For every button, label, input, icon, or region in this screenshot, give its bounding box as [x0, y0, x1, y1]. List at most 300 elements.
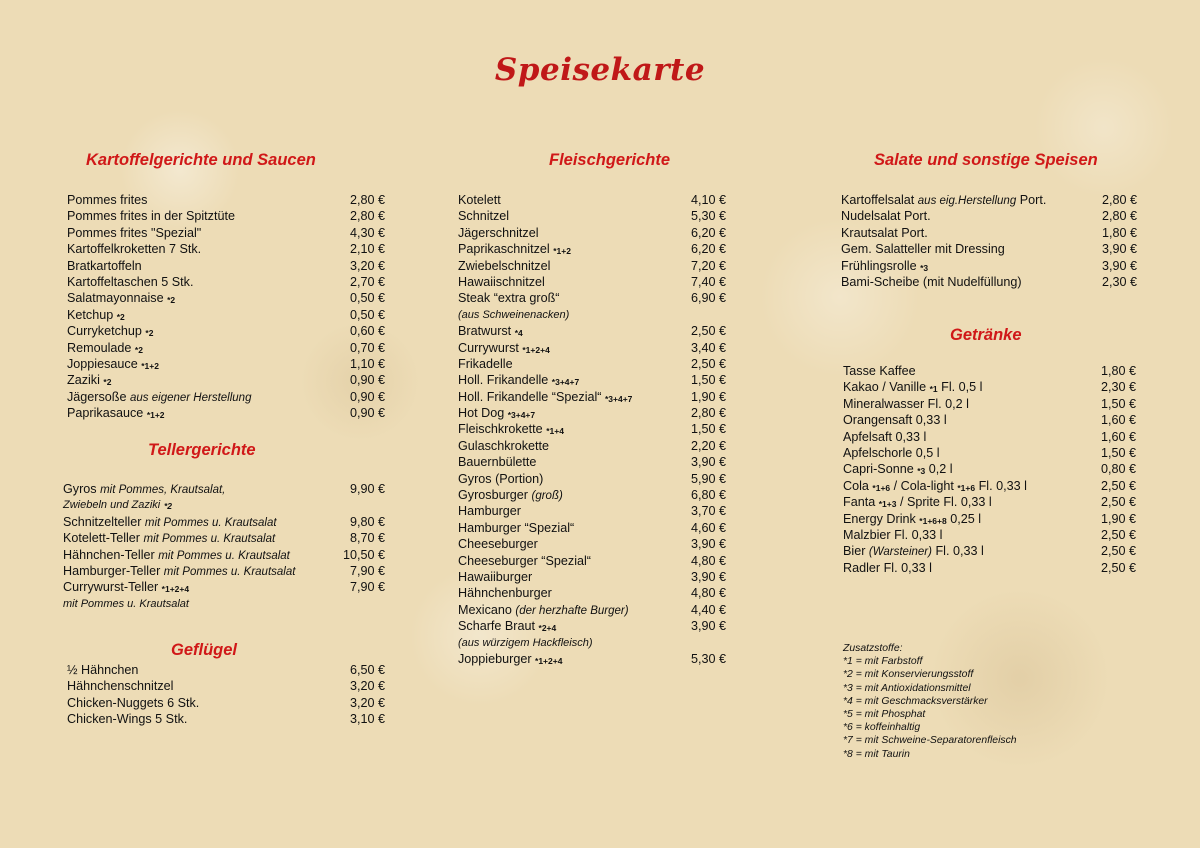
item-description: mit Pommes u. Krautsalat — [144, 516, 277, 529]
item-name: Zaziki — [67, 373, 100, 388]
menu-item — [841, 258, 1137, 274]
item-label — [63, 481, 225, 498]
item-label — [67, 225, 201, 241]
menu-item — [67, 274, 385, 290]
item-name: Salatmayonnaise — [67, 291, 164, 306]
menu-item — [458, 241, 726, 257]
item-label — [67, 290, 175, 307]
item-label — [63, 514, 277, 531]
item-price: 2,50 € — [1100, 495, 1136, 510]
item-price: 1,90 € — [690, 389, 726, 404]
item-price: 3,20 € — [349, 679, 385, 694]
menu-item — [843, 379, 1136, 395]
item-price: 2,50 € — [1100, 560, 1136, 575]
item-name: Frikadelle — [458, 356, 513, 371]
item-detail: Port. — [1016, 193, 1047, 207]
item-label — [458, 487, 563, 504]
item-detail: / Sprite Fl. 0,33 l — [896, 495, 992, 510]
item-price: 0,50 € — [349, 291, 385, 306]
item-price: 6,50 € — [349, 663, 385, 677]
item-price: 3,90 € — [690, 455, 726, 470]
item-price: 1,50 € — [1100, 445, 1136, 460]
item-name: Malzbier Fl. 0,33 l — [843, 527, 943, 542]
item-price: 5,90 € — [690, 471, 726, 486]
menu-item — [458, 340, 726, 356]
item-name: Hamburger — [458, 504, 521, 519]
item-label — [458, 569, 532, 585]
item-name: Chicken-Nuggets 6 Stk. — [67, 695, 200, 710]
additive-code: *2 — [167, 295, 176, 306]
item-label — [67, 405, 165, 422]
item-label — [67, 208, 235, 224]
item-name: Bauernbülette — [458, 455, 537, 470]
menu-item — [67, 695, 385, 711]
list-fleisch — [458, 192, 726, 667]
item-price: 2,10 € — [349, 242, 385, 257]
item-name: Hamburger-Teller — [63, 563, 161, 578]
item-name: Bratkartoffeln — [67, 258, 142, 273]
additive-entry: *8 = mit Taurin — [843, 748, 910, 760]
item-name: Cheeseburger “Spezial“ — [458, 553, 592, 568]
additive-code: *4 — [514, 328, 523, 339]
item-price: 0,50 € — [349, 307, 385, 322]
item-label — [841, 208, 931, 224]
item-price: 2,80 € — [349, 209, 385, 224]
menu-item — [843, 363, 1136, 379]
item-label — [67, 307, 125, 324]
additive-code: *1 — [929, 384, 938, 395]
item-name: Cheeseburger — [458, 537, 538, 552]
item-label — [841, 192, 1046, 209]
menu-item — [843, 396, 1136, 412]
item-price: 3,10 € — [349, 712, 385, 727]
menu-note — [458, 307, 726, 323]
item-price: 2,20 € — [690, 438, 726, 453]
item-label — [458, 618, 556, 635]
item-name: Schnitzelteller — [63, 514, 142, 529]
item-name: Currywurst-Teller — [63, 580, 159, 595]
item-name: Tasse Kaffee — [843, 364, 916, 378]
item-price: 1,80 € — [1100, 364, 1136, 378]
menu-item — [843, 461, 1136, 477]
item-price: 1,90 € — [1100, 511, 1136, 526]
item-label — [67, 695, 199, 711]
item-name: Apfelschorle 0,5 l — [843, 445, 940, 460]
item-label — [458, 241, 571, 258]
additive-code: *2 — [164, 501, 173, 512]
item-label — [63, 547, 290, 564]
additives-heading: Zusatzstoffe: — [843, 643, 903, 654]
item-name: Curryketchup — [67, 324, 142, 339]
item-name: Fleischkrokette — [458, 422, 543, 437]
item-price: 3,90 € — [1101, 242, 1137, 257]
item-name: Hähnchenburger — [458, 586, 552, 601]
item-price: 2,50 € — [1100, 478, 1136, 493]
item-name: Currywurst — [458, 340, 519, 355]
menu-item — [67, 678, 385, 694]
additive-entry: *4 = mit Geschmacksverstärker — [843, 695, 988, 707]
item-label — [458, 438, 549, 454]
menu-item — [458, 258, 726, 274]
menu-item — [843, 494, 1136, 510]
item-description: mit Pommes u. Krautsalat — [158, 549, 290, 562]
item-description: (der herzhafte Burger) — [515, 604, 629, 617]
item-name: Hähnchen-Teller — [63, 547, 155, 562]
item-price: 4,40 € — [690, 602, 726, 617]
item-detail: Fl. 0,33 l — [975, 478, 1027, 493]
heading-salate: Salate und sonstige Speisen — [874, 151, 1098, 169]
additive-entry: *6 = koffeinhaltig — [843, 722, 921, 734]
item-name: Kotelett — [458, 193, 501, 207]
additive-entry: *7 = mit Schweine-Separatorenfleisch — [843, 735, 1017, 747]
additive-entry: *3 = mit Antioxidationsmittel — [843, 682, 971, 694]
menu-item — [458, 389, 726, 405]
additive-code: *3+4+7 — [551, 377, 580, 388]
menu-item — [841, 192, 1137, 208]
item-label — [458, 290, 559, 306]
menu-item — [458, 208, 726, 224]
item-price: 4,60 € — [690, 520, 726, 535]
menu-item — [458, 274, 726, 290]
item-price: 2,80 € — [1101, 193, 1137, 207]
item-label — [458, 536, 538, 552]
menu-item — [458, 618, 726, 634]
item-price: 1,60 € — [1100, 429, 1136, 444]
additive-code: *1+6 — [872, 482, 891, 493]
item-name: Cola — [843, 478, 869, 493]
item-label — [843, 363, 916, 379]
menu-item — [67, 356, 385, 372]
item-price: 7,90 € — [349, 580, 385, 595]
menu-item — [458, 225, 726, 241]
item-price: 1,50 € — [1100, 396, 1136, 411]
item-price: 2,50 € — [1100, 544, 1136, 559]
item-name: Mexicano — [458, 602, 512, 617]
menu-item — [458, 471, 726, 487]
item-label — [458, 356, 513, 372]
item-price: 3,90 € — [690, 537, 726, 552]
item-detail: 0,25 l — [946, 511, 982, 526]
item-label — [843, 379, 982, 396]
heading-getraenke: Getränke — [950, 326, 1022, 344]
item-price: 9,80 € — [349, 514, 385, 529]
item-price: 2,70 € — [349, 274, 385, 289]
item-label — [67, 323, 153, 340]
item-price: 2,80 € — [349, 193, 385, 207]
menu-item — [458, 520, 726, 536]
menu-item — [67, 225, 385, 241]
item-label — [841, 241, 1005, 257]
menu-item — [67, 241, 385, 257]
additive-code: *1+4 — [546, 426, 564, 437]
item-price: 8,70 € — [349, 531, 385, 546]
item-name: Holl. Frikandelle “Spezial“ — [458, 389, 602, 404]
item-price: 0,60 € — [349, 324, 385, 339]
menu-item — [841, 225, 1137, 241]
item-name: Energy Drink — [843, 511, 916, 526]
menu-note — [63, 497, 385, 513]
item-name: Kartoffeltaschen 5 Stk. — [67, 274, 194, 289]
item-label — [458, 520, 574, 536]
menu-item — [67, 208, 385, 224]
list-getraenke — [843, 363, 1136, 576]
item-price: 2,50 € — [690, 324, 726, 339]
additive-code: *1+2+4 — [522, 344, 550, 355]
item-name: Ketchup — [67, 307, 114, 322]
item-label — [458, 651, 562, 668]
item-name: Mineralwasser Fl. 0,2 l — [843, 396, 969, 411]
item-label — [67, 356, 159, 373]
menu-item — [458, 503, 726, 519]
item-label — [458, 585, 552, 601]
item-price: 7,20 € — [690, 258, 726, 273]
item-label — [67, 340, 143, 357]
item-name: Gulaschkrokette — [458, 438, 549, 453]
item-label — [458, 340, 550, 357]
item-name: Radler Fl. 0,33 l — [843, 560, 932, 575]
item-label — [843, 511, 981, 528]
item-description: mit Pommes, Krautsalat, — [100, 484, 226, 496]
item-label — [458, 192, 501, 208]
item-price: 1,50 € — [690, 373, 726, 388]
item-name: Remoulade — [67, 340, 132, 355]
item-name: Kotelett-Teller — [63, 531, 140, 546]
item-price: 6,20 € — [690, 242, 726, 257]
list-gefluegel — [67, 662, 385, 728]
item-detail: Fl. 0,5 l — [937, 380, 983, 395]
menu-item — [63, 530, 385, 546]
item-label — [458, 258, 550, 274]
menu-item — [67, 323, 385, 339]
item-label — [63, 579, 189, 596]
item-name: Gem. Salatteller mit Dressing — [841, 242, 1005, 257]
item-label — [458, 471, 543, 487]
menu-item — [67, 307, 385, 323]
menu-item — [67, 290, 385, 306]
menu-item — [843, 445, 1136, 461]
additive-code: *1+2 — [141, 360, 159, 371]
list-teller — [63, 481, 385, 612]
item-name: Jägerschnitzel — [458, 225, 539, 240]
additives-list — [843, 642, 1017, 761]
additive-code: *2 — [103, 377, 112, 388]
additive-code: *3 — [917, 466, 926, 477]
item-detail: / Cola-light — [890, 478, 958, 493]
item-price: 0,90 € — [349, 389, 385, 404]
item-name: ½ Hähnchen — [67, 663, 139, 677]
list-salate — [841, 192, 1137, 290]
additive-code: *1+2 — [553, 246, 571, 257]
item-name: Gyros — [63, 482, 97, 496]
item-price: 0,90 € — [349, 406, 385, 421]
menu-item — [67, 372, 385, 388]
item-label — [458, 454, 536, 470]
item-price: 0,90 € — [349, 373, 385, 388]
item-name: Chicken-Wings 5 Stk. — [67, 712, 188, 727]
item-label — [458, 372, 579, 389]
menu-item — [67, 662, 385, 678]
item-price: 2,30 € — [1100, 380, 1136, 395]
item-price: 10,50 € — [342, 547, 385, 562]
item-label — [843, 478, 1027, 495]
menu-item — [843, 429, 1136, 445]
item-label — [843, 527, 942, 543]
item-name: Kartoffelsalat — [841, 193, 915, 207]
note-text: (aus Schweinenacken) — [458, 308, 570, 321]
menu-item — [67, 258, 385, 274]
item-label — [67, 372, 111, 389]
item-name: Gyrosburger — [458, 488, 528, 503]
menu-item — [67, 340, 385, 356]
item-price: 1,50 € — [690, 422, 726, 437]
item-label — [67, 662, 138, 678]
item-name: Hot Dog — [458, 406, 505, 421]
item-price: 7,40 € — [690, 274, 726, 289]
item-price: 1,80 € — [1101, 225, 1137, 240]
menu-item — [458, 405, 726, 421]
additive-code: *1+2+4 — [535, 655, 563, 666]
item-name: Zwiebelschnitzel — [458, 258, 551, 273]
note-text: mit Pommes u. Krautsalat — [63, 597, 189, 610]
item-name: Krautsalat Port. — [841, 225, 928, 240]
item-label — [67, 258, 142, 274]
item-price: 3,20 € — [349, 695, 385, 710]
additive-code: *1+2 — [146, 410, 165, 421]
item-name: Joppiesauce — [67, 356, 138, 371]
additive-code: *3+4+7 — [507, 410, 536, 421]
item-name: Steak “extra groß“ — [458, 291, 560, 306]
item-price: 1,10 € — [349, 356, 385, 371]
item-name: Hähnchenschnitzel — [67, 679, 174, 694]
item-label — [67, 241, 201, 257]
menu-item — [63, 579, 385, 595]
additive-code: *3+4+7 — [604, 393, 633, 404]
menu-item — [458, 536, 726, 552]
additive-code: *2 — [145, 328, 154, 339]
menu-item — [67, 389, 385, 405]
item-price: 3,20 € — [349, 258, 385, 273]
item-label — [458, 323, 523, 340]
menu-item — [841, 241, 1137, 257]
item-label — [458, 274, 545, 290]
menu-item — [458, 192, 726, 208]
menu-item — [63, 514, 385, 530]
item-price: 2,50 € — [1100, 527, 1136, 542]
item-label — [843, 461, 953, 478]
additive-code: *1+6 — [957, 482, 976, 493]
additive-code: *2 — [134, 344, 143, 355]
menu-item — [843, 412, 1136, 428]
item-name: Gyros (Portion) — [458, 471, 544, 486]
additive-code: *1+3 — [878, 499, 897, 510]
additive-code: *2+4 — [538, 623, 557, 634]
item-label — [843, 543, 984, 560]
heading-kartoffel: Kartoffelgerichte und Saucen — [86, 151, 316, 169]
item-price: 3,90 € — [690, 619, 726, 634]
item-label — [458, 225, 539, 241]
item-label — [63, 530, 275, 547]
item-name: Bier — [843, 544, 869, 559]
item-price: 3,90 € — [690, 569, 726, 584]
item-label — [843, 445, 940, 461]
additive-entry: *2 = mit Konservierungsstoff — [843, 669, 974, 681]
item-name: Jägersoße — [67, 389, 127, 404]
item-description: aus eig.Herstellung — [917, 195, 1017, 207]
item-label — [458, 553, 591, 569]
item-label — [63, 563, 295, 580]
item-price: 0,80 € — [1100, 462, 1136, 477]
menu-item — [458, 372, 726, 388]
item-price: 3,40 € — [690, 340, 726, 355]
heading-gefluegel: Geflügel — [171, 641, 238, 659]
menu-item — [458, 438, 726, 454]
menu-item — [458, 356, 726, 372]
item-price: 6,80 € — [690, 488, 726, 503]
item-price: 9,90 € — [349, 482, 385, 496]
item-label — [843, 412, 947, 428]
item-price: 4,80 € — [690, 553, 726, 568]
item-label — [843, 396, 969, 412]
item-price: 4,10 € — [690, 193, 726, 207]
item-name: Pommes frites — [67, 193, 148, 207]
item-name: Pommes frites "Spezial" — [67, 225, 202, 240]
item-price: 3,70 € — [690, 504, 726, 519]
menu-item — [458, 421, 726, 437]
note-text: Zwiebeln und Zaziki — [63, 499, 161, 512]
item-description: (Warsteiner) — [868, 546, 932, 559]
item-label — [67, 678, 173, 694]
additive-code: *1+6+8 — [919, 515, 947, 526]
menu-item — [458, 323, 726, 339]
item-description: mit Pommes u. Krautsalat — [163, 565, 296, 578]
item-name: Apfelsaft 0,33 l — [843, 429, 927, 444]
item-name: Capri-Sonne — [843, 462, 914, 477]
item-price: 6,90 € — [690, 291, 726, 306]
additive-code: *1+2+4 — [161, 584, 190, 595]
menu-item — [843, 478, 1136, 494]
menu-item — [63, 547, 385, 563]
menu-item — [843, 527, 1136, 543]
menu-item — [63, 481, 385, 497]
heading-fleisch: Fleischgerichte — [549, 151, 671, 169]
item-name: Orangensaft 0,33 l — [843, 413, 947, 428]
menu-item — [67, 405, 385, 421]
item-label — [458, 405, 535, 422]
heading-teller: Tellergerichte — [148, 441, 256, 459]
item-label — [843, 560, 932, 576]
item-label — [67, 389, 251, 406]
item-name: Hawaiischnitzel — [458, 274, 545, 289]
menu-item — [843, 543, 1136, 559]
item-price: 1,60 € — [1100, 413, 1136, 428]
additive-code: *3 — [920, 262, 929, 273]
item-price: 2,30 € — [1101, 274, 1137, 289]
item-price: 4,80 € — [690, 586, 726, 601]
menu-item — [458, 553, 726, 569]
note-text: (aus würzigem Hackfleisch) — [458, 636, 593, 649]
menu-note — [458, 635, 726, 651]
item-label — [458, 208, 509, 224]
menu-item — [63, 563, 385, 579]
item-name: Kakao / Vanille — [843, 380, 927, 395]
item-name: Kartoffelkroketten 7 Stk. — [67, 242, 202, 257]
item-name: Joppieburger — [458, 651, 532, 666]
item-price: 7,90 € — [349, 563, 385, 578]
item-detail: Fl. 0,33 l — [931, 544, 984, 559]
menu-item — [458, 487, 726, 503]
menu-item — [843, 560, 1136, 576]
menu-item — [843, 511, 1136, 527]
